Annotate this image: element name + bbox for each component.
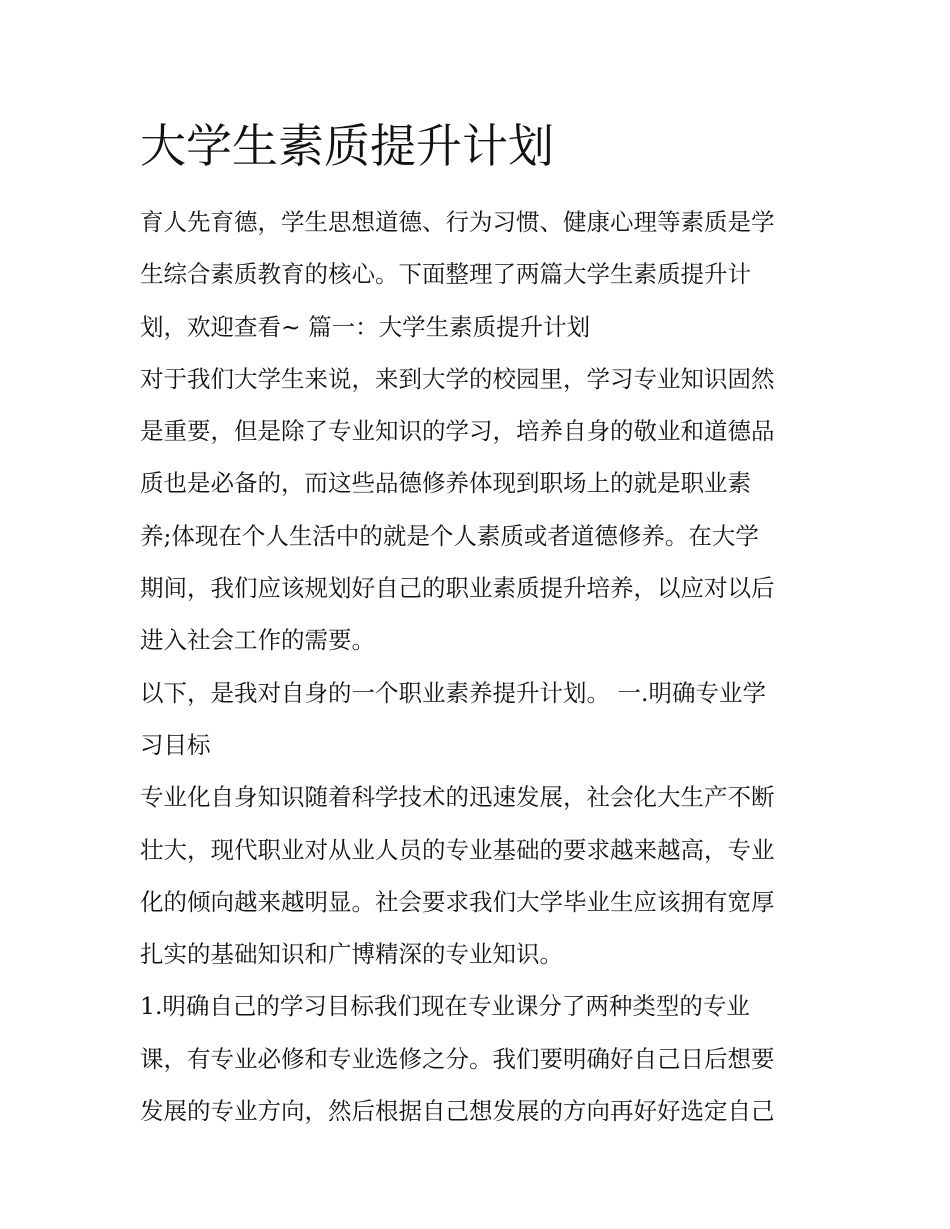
text-line: 课，有专业必修和专业选修之分。我们要明确好自己日后想要 bbox=[140, 1044, 775, 1073]
document-body bbox=[140, 196, 820, 1137]
text-line: 壮大，现代职业对从业人员的专业基础的要求越来越高，专业 bbox=[140, 835, 775, 864]
text-line: 划，欢迎查看~ 篇一：大学生素质提升计划 bbox=[140, 312, 591, 341]
text-line: 养;体现在个人生活中的就是个人素质或者道德修养。在大学 bbox=[140, 521, 759, 550]
text-line: 是重要，但是除了专业知识的学习，培养自身的敬业和道德品 bbox=[140, 417, 775, 446]
text-line: 生综合素质教育的核心。下面整理了两篇大学生素质提升计 bbox=[140, 260, 751, 289]
text-line: 育人先育德，学生思想道德、行为习惯、健康心理等素质是学 bbox=[140, 208, 775, 236]
text-line: 习目标 bbox=[140, 730, 211, 759]
text-line: 进入社会工作的需要。 bbox=[140, 626, 375, 655]
document-title: 大学生素质提升计划 bbox=[140, 119, 554, 173]
text-line: 对于我们大学生来说，来到大学的校园里，学习专业知识固然 bbox=[140, 364, 775, 393]
text-line: 期间，我们应该规划好自己的职业素质提升培养，以应对以后 bbox=[140, 574, 775, 603]
text-line: 扎实的基础知识和广博精深的专业知识。 bbox=[140, 940, 563, 969]
text-line: 发展的专业方向，然后根据自己想发展的方向再好好选定自己 bbox=[140, 1097, 775, 1126]
text-line: 质也是必备的，而这些品德修养体现到职场上的就是职业素 bbox=[140, 469, 751, 498]
text-line: 化的倾向越来越明显。社会要求我们大学毕业生应该拥有宽厚 bbox=[140, 887, 775, 916]
text-line: 以下，是我对自身的一个职业素养提升计划。 一.明确专业学 bbox=[140, 678, 766, 707]
text-line: 专业化自身知识随着科学技术的迅速发展，社会化大生产不断 bbox=[140, 783, 775, 812]
text-line: 1.明确自己的学习目标我们现在专业课分了两种类型的专业 bbox=[140, 992, 750, 1021]
